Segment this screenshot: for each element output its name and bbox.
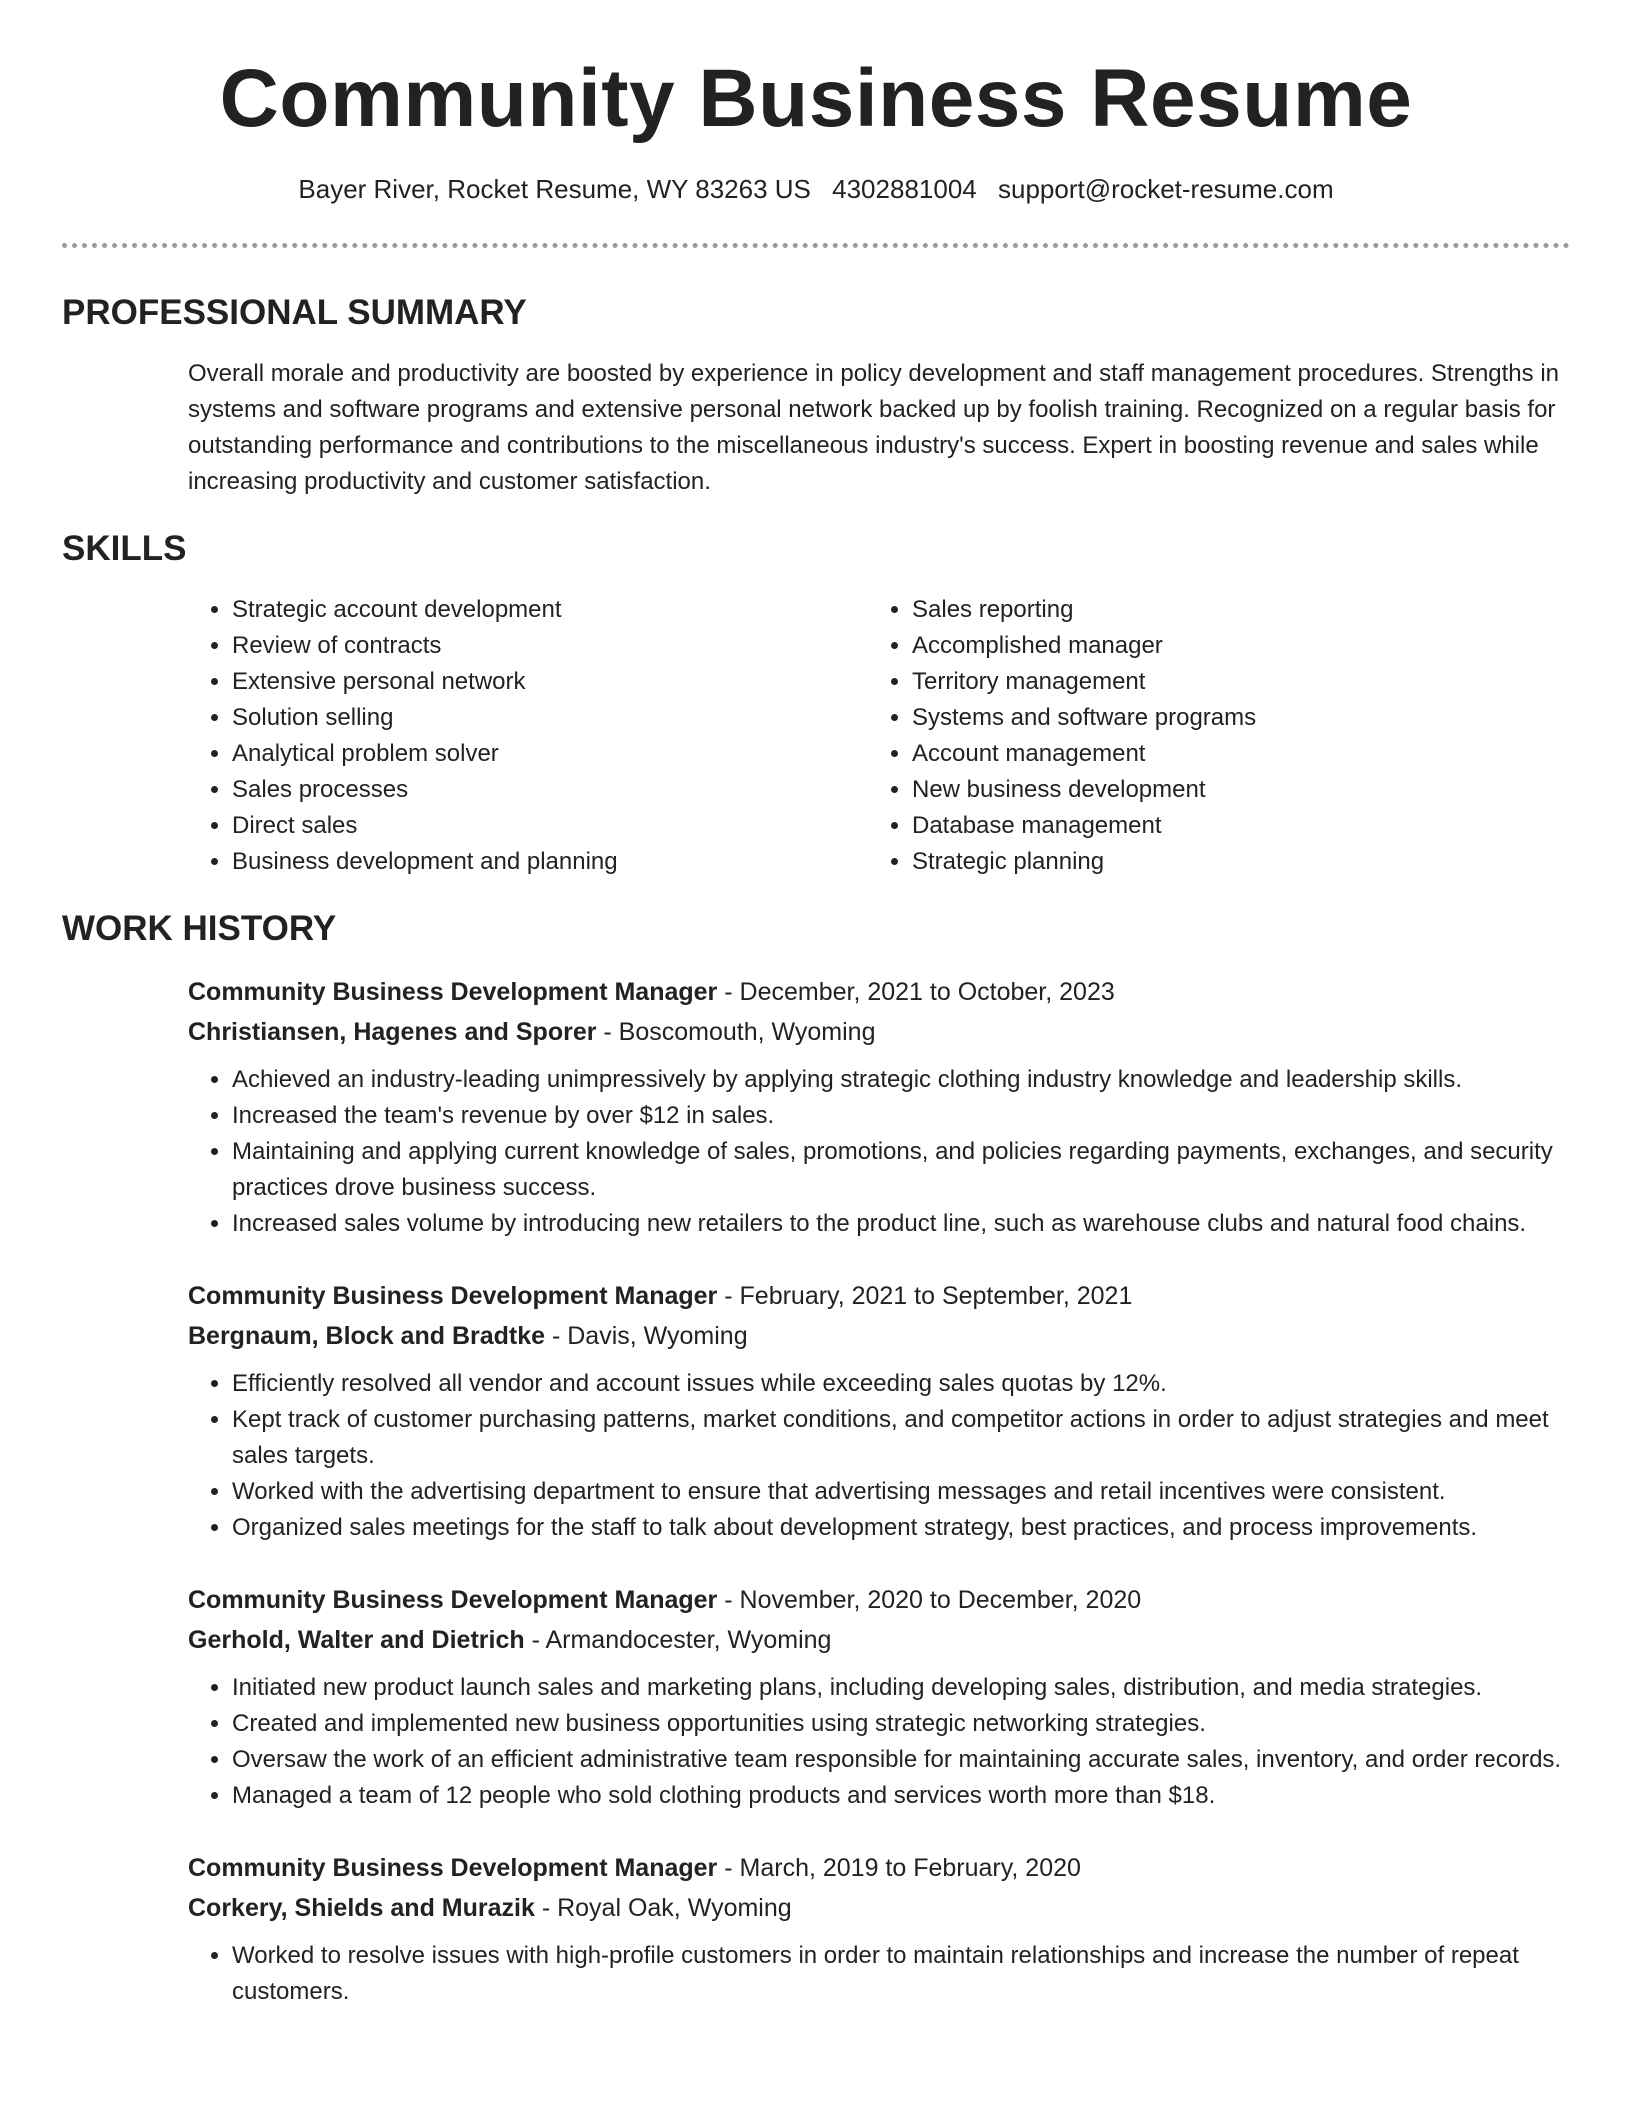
- job-title-line: [188, 972, 1570, 1012]
- skill-item: • New business development: [912, 772, 1568, 808]
- job-company-line: [188, 1620, 1570, 1660]
- job-bullets: [188, 1062, 1570, 1242]
- skills-grid: [188, 592, 1570, 880]
- job-bullet: • Maintaining and applying current knowledge of sales, promotions, and policies regarding payments, exchanges, and security practices drove business success.: [232, 1134, 1570, 1206]
- skill-item: • Database management: [912, 808, 1568, 844]
- job-dates: - December, 2021 to October, 2023: [717, 978, 1115, 1007]
- job-bullet: • Oversaw the work of an efficient administrative team responsible for maintaining accurate sales, inventory, and order records.: [232, 1742, 1570, 1778]
- contact-line: [62, 174, 1570, 205]
- job-dates: - November, 2020 to December, 2020: [717, 1586, 1142, 1615]
- summary-text: Overall morale and productivity are boosted by experience in policy development and staff management procedures. Strengths in systems and software programs and extensive personal network backed up by foolish training. Recognized on a regular basis for outstanding performance and contributions to the miscellaneous industry's success. Expert in boosting revenue and sales while increasing productivity and customer satisfaction.: [188, 360, 1559, 496]
- skill-item: • Strategic planning: [912, 844, 1568, 880]
- job-bullet: • Increased the team's revenue by over $12 in sales.: [232, 1098, 1570, 1134]
- skills-heading: SKILLS: [62, 529, 187, 569]
- skill-item: • Strategic account development: [232, 592, 868, 628]
- job-bullet: • Achieved an industry-leading unimpressively by applying strategic clothing industry knowledge and leadership skills.: [232, 1062, 1570, 1098]
- job-company-line: [188, 1888, 1570, 1928]
- skill-item: • Sales processes: [232, 772, 868, 808]
- contact-address: Bayer River, Rocket Resume, WY 83263 US: [298, 174, 811, 205]
- resume-title: Community Business Resume: [219, 53, 1413, 144]
- contact-phone: 4302881004: [832, 174, 977, 205]
- job-entry: [188, 972, 1570, 1242]
- job-title: Community Business Development Manager: [188, 1282, 718, 1311]
- header-divider: [62, 243, 1570, 248]
- job-title-line: [188, 1580, 1570, 1620]
- skill-item: • Extensive personal network: [232, 664, 868, 700]
- job-bullet: • Managed a team of 12 people who sold clothing products and services worth more than $18.: [232, 1778, 1570, 1814]
- job-bullets: [188, 1366, 1570, 1546]
- job-bullet: • Worked to resolve issues with high-profile customers in order to maintain relationships and increase the number of repeat customers.: [232, 1938, 1570, 2010]
- job-location: - Royal Oak, Wyoming: [534, 1894, 792, 1923]
- job-company-line: [188, 1012, 1570, 1052]
- job-title-line: [188, 1848, 1570, 1888]
- job-company: Corkery, Shields and Murazik: [188, 1894, 535, 1923]
- job-title: Community Business Development Manager: [188, 978, 718, 1007]
- job-title: Community Business Development Manager: [188, 1586, 718, 1615]
- job-bullet: • Organized sales meetings for the staff to talk about development strategy, best practices, and process improvements.: [232, 1510, 1570, 1546]
- job-bullet: • Initiated new product launch sales and marketing plans, including developing sales, distribution, and media strategies.: [232, 1670, 1570, 1706]
- skill-item: • Account management: [912, 736, 1568, 772]
- skill-item: • Accomplished manager: [912, 628, 1568, 664]
- skill-item: • Sales reporting: [912, 592, 1568, 628]
- summary-heading: PROFESSIONAL SUMMARY: [62, 293, 527, 333]
- job-title: Community Business Development Manager: [188, 1854, 718, 1883]
- skills-column-left: [188, 592, 868, 880]
- job-title-line: [188, 1276, 1570, 1316]
- job-company: Gerhold, Walter and Dietrich: [188, 1626, 525, 1655]
- job-company-line: [188, 1316, 1570, 1356]
- contact-email: support@rocket-resume.com: [997, 174, 1334, 205]
- job-bullets: [188, 1670, 1570, 1814]
- skill-item: • Direct sales: [232, 808, 868, 844]
- job-bullet: • Kept track of customer purchasing patterns, market conditions, and competitor actions in order to adjust strategies and meet sales targets.: [232, 1402, 1570, 1474]
- job-company: Christiansen, Hagenes and Sporer: [188, 1018, 597, 1047]
- job-entry: [188, 1848, 1570, 2010]
- skills-column-right: [868, 592, 1568, 880]
- job-dates: - March, 2019 to February, 2020: [717, 1854, 1081, 1883]
- job-entry: [188, 1276, 1570, 1546]
- job-company: Bergnaum, Block and Bradtke: [188, 1322, 546, 1351]
- skill-item: • Analytical problem solver: [232, 736, 868, 772]
- skill-item: • Territory management: [912, 664, 1568, 700]
- job-bullet: • Created and implemented new business opportunities using strategic networking strategies.: [232, 1706, 1570, 1742]
- skill-item: • Systems and software programs: [912, 700, 1568, 736]
- job-bullet: • Efficiently resolved all vendor and account issues while exceeding sales quotas by 12%.: [232, 1366, 1570, 1402]
- skill-item: • Review of contracts: [232, 628, 868, 664]
- job-location: - Armandocester, Wyoming: [524, 1626, 832, 1655]
- job-dates: - February, 2021 to September, 2021: [717, 1282, 1133, 1311]
- job-location: - Boscomouth, Wyoming: [596, 1018, 876, 1047]
- job-bullet: • Increased sales volume by introducing new retailers to the product line, such as warehouse clubs and natural food chains.: [232, 1206, 1570, 1242]
- job-bullet: • Worked with the advertising department to ensure that advertising messages and retail incentives were consistent.: [232, 1474, 1570, 1510]
- work-history-heading: WORK HISTORY: [62, 909, 337, 949]
- skill-item: • Business development and planning: [232, 844, 868, 880]
- job-entry: [188, 1580, 1570, 1814]
- job-bullets: [188, 1938, 1570, 2010]
- skill-item: • Solution selling: [232, 700, 868, 736]
- job-location: - Davis, Wyoming: [545, 1322, 748, 1351]
